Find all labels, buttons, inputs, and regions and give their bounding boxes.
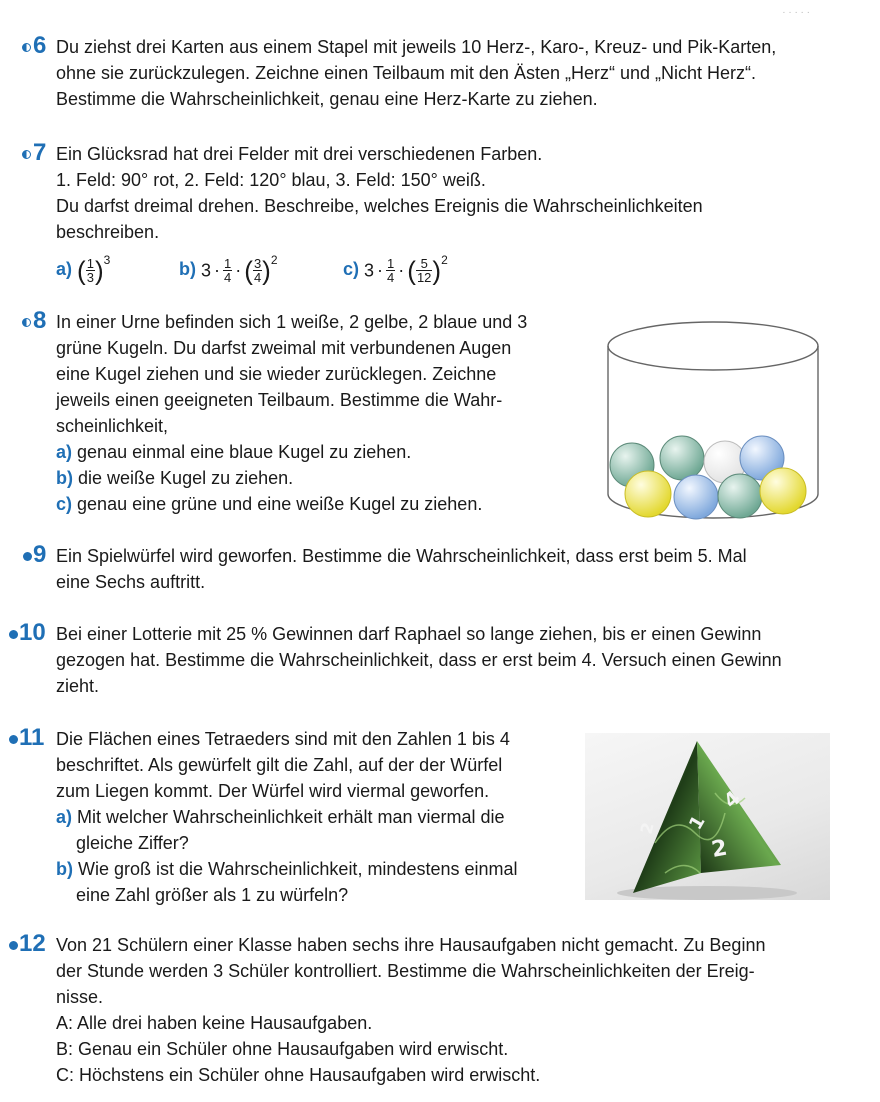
text-line: jeweils einen geeigneten Teilbaum. Bestimme die Wahr- <box>56 390 503 410</box>
option-label: a) <box>56 259 73 279</box>
sub-text: die weiße Kugel zu ziehen. <box>78 468 294 488</box>
ball-green <box>718 474 762 518</box>
denominator: 4 <box>253 269 262 285</box>
sub-question <box>56 804 518 830</box>
task-number: 6 <box>33 32 47 59</box>
task-number: 10 <box>19 619 46 646</box>
text-line: zum Liegen kommt. Der Würfel wird viermal geworfen. <box>56 781 490 801</box>
half-bullet-icon <box>22 150 31 159</box>
denominator: 3 <box>86 269 94 285</box>
option-label: b) <box>179 259 196 279</box>
text-line: eine Kugel ziehen und sie wieder zurücklegen. Zeichne <box>56 364 497 384</box>
paren-close: ) <box>94 255 104 286</box>
sub-question <box>56 491 527 517</box>
text-line: In einer Urne befinden sich 1 weiße, 2 gelbe, 2 blaue und 3 <box>56 312 528 332</box>
numerator: 3 <box>253 255 262 271</box>
full-bullet-icon <box>9 630 18 639</box>
sub-text: Wie groß ist die Wahrscheinlichkeit, mindestens einmal <box>78 859 518 879</box>
text-line: Ein Glücksrad hat drei Felder mit drei verschiedenen Farben. <box>56 144 543 164</box>
task-number: 12 <box>19 930 46 957</box>
paren-close: ) <box>262 255 271 286</box>
numerator: 1 <box>86 255 94 271</box>
answer-options <box>56 251 703 285</box>
exponent: 2 <box>441 253 448 267</box>
full-bullet-icon <box>9 941 18 950</box>
sub-question <box>56 856 518 882</box>
fraction <box>86 257 95 284</box>
exponent: 2 <box>270 253 278 267</box>
numerator: 1 <box>224 255 232 271</box>
half-bullet-icon <box>22 43 31 52</box>
sub-label: a) <box>56 442 73 462</box>
text-line: Bei einer Lotterie mit 25 % Gewinnen darf Raphael so lange ziehen, bis er einen Gewinn <box>56 624 762 644</box>
tetrahedron-die-photo <box>585 733 830 900</box>
task-number: 9 <box>33 541 47 568</box>
text-line: der Stunde werden 3 Schüler kontrolliert. Bestimme die Wahrscheinlichkeiten der Ereig- <box>56 961 755 981</box>
urn-back-rim <box>608 322 818 346</box>
option-a <box>56 251 110 284</box>
fraction <box>253 257 262 284</box>
sub-label: c) <box>56 494 73 514</box>
paren-open: ( <box>77 255 86 286</box>
multiply-dot: · <box>377 260 384 281</box>
sub-question-continued: gleiche Ziffer? <box>76 833 189 853</box>
die-digit: 4 <box>718 785 745 813</box>
text-line: Du darfst dreimal drehen. Beschreibe, welches Ereignis die Wahrscheinlichkeiten <box>56 196 703 216</box>
task-number: 7 <box>33 139 47 166</box>
event-b: B: Genau ein Schüler ohne Hausaufgaben wird erwischt. <box>56 1039 509 1059</box>
denominator: 4 <box>224 269 232 285</box>
sub-text: Mit welcher Wahrscheinlichkeit erhält man viermal die <box>77 807 505 827</box>
text-line: beschriftet. Als gewürfelt gilt die Zahl, auf der der Würfel <box>56 755 503 775</box>
fraction <box>386 257 395 284</box>
text-line: grüne Kugeln. Du darfst zweimal mit verbundenen Augen <box>56 338 512 358</box>
task-text <box>56 141 703 285</box>
text-line: zieht. <box>56 676 100 696</box>
numerator: 1 <box>387 255 395 271</box>
exponent: 3 <box>103 253 111 267</box>
multiply-dot: · <box>398 260 405 281</box>
coefficient: 3 <box>201 260 212 281</box>
option-c <box>343 251 448 284</box>
task-number: 8 <box>33 307 47 334</box>
sub-question <box>56 465 527 491</box>
fraction <box>416 257 432 284</box>
text-line: 1. Feld: 90° rot, 2. Feld: 120° blau, 3. Feld: 150° weiß. <box>56 170 486 190</box>
event-a: A: Alle drei haben keine Hausaufgaben. <box>56 1013 373 1033</box>
event-c: C: Höchstens ein Schüler ohne Hausaufgaben wird erwischt. <box>56 1065 541 1085</box>
ball-yellow <box>625 471 671 517</box>
text-line: eine Sechs auftritt. <box>56 572 206 592</box>
full-bullet-icon <box>9 735 18 744</box>
coefficient: 3 <box>364 260 375 281</box>
paren-open: ( <box>407 255 416 286</box>
ball-yellow <box>760 468 806 514</box>
text-line: Bestimme die Wahrscheinlichkeit, genau eine Herz-Karte zu ziehen. <box>56 89 598 109</box>
task-text <box>56 543 747 595</box>
half-bullet-icon <box>22 318 31 327</box>
sub-text: genau einmal eine blaue Kugel zu ziehen. <box>77 442 412 462</box>
sub-label: b) <box>56 859 73 879</box>
task-text <box>56 621 782 699</box>
text-line: Ein Spielwürfel wird geworfen. Bestimme die Wahrscheinlichkeit, dass erst beim 5. Mal <box>56 546 747 566</box>
text-line: Du ziehst drei Karten aus einem Stapel mit jeweils 10 Herz-, Karo-, Kreuz- und Pik-Karten, <box>56 37 777 57</box>
text-line: Die Flächen eines Tetraeders sind mit den Zahlen 1 bis 4 <box>56 729 510 749</box>
sub-question-continued: eine Zahl größer als 1 zu würfeln? <box>76 885 349 905</box>
fraction <box>223 257 232 284</box>
urn-illustration <box>600 308 825 528</box>
paren-close: ) <box>432 255 442 286</box>
text-line: Von 21 Schülern einer Klasse haben sechs ihre Hausaufgaben nicht gemacht. Zu Beginn <box>56 935 766 955</box>
sub-text: genau eine grüne und eine weiße Kugel zu ziehen. <box>77 494 483 514</box>
ball-blue <box>674 475 718 519</box>
full-bullet-icon <box>23 552 32 561</box>
text-line: scheinlichkeit, <box>56 416 169 436</box>
text-line: gezogen hat. Bestimme die Wahrscheinlichkeit, dass er erst beim 4. Versuch einen Gewinn <box>56 650 782 670</box>
die-digit: 1 <box>685 812 710 834</box>
paren-open: ( <box>244 255 253 286</box>
multiply-dot: · <box>214 260 221 281</box>
task-text <box>56 34 776 112</box>
die-digit: 2 <box>636 820 658 837</box>
denominator: 4 <box>387 269 395 285</box>
task-text <box>56 726 518 908</box>
ball-green <box>660 436 704 480</box>
sub-label: b) <box>56 468 73 488</box>
tetrahedron-die <box>585 733 830 900</box>
task-text <box>56 309 527 517</box>
text-line: ohne sie zurückzulegen. Zeichne einen Teilbaum mit den Ästen „Herz“ und „Nicht Herz“. <box>56 63 757 83</box>
task-number: 11 <box>19 724 45 751</box>
sub-label: a) <box>56 807 73 827</box>
text-line: beschreiben. <box>56 222 160 242</box>
text-line: nisse. <box>56 987 104 1007</box>
option-b <box>179 251 278 284</box>
multiply-dot: · <box>235 260 242 281</box>
sub-question <box>56 439 527 465</box>
urn-front-rim <box>608 346 818 370</box>
option-label: c) <box>343 259 360 279</box>
numerator: 5 <box>416 257 432 271</box>
task-text <box>56 932 765 1088</box>
page-corner-marks: · · · · · <box>782 7 810 18</box>
denominator: 12 <box>416 269 432 285</box>
die-digit: 2 <box>709 835 730 863</box>
